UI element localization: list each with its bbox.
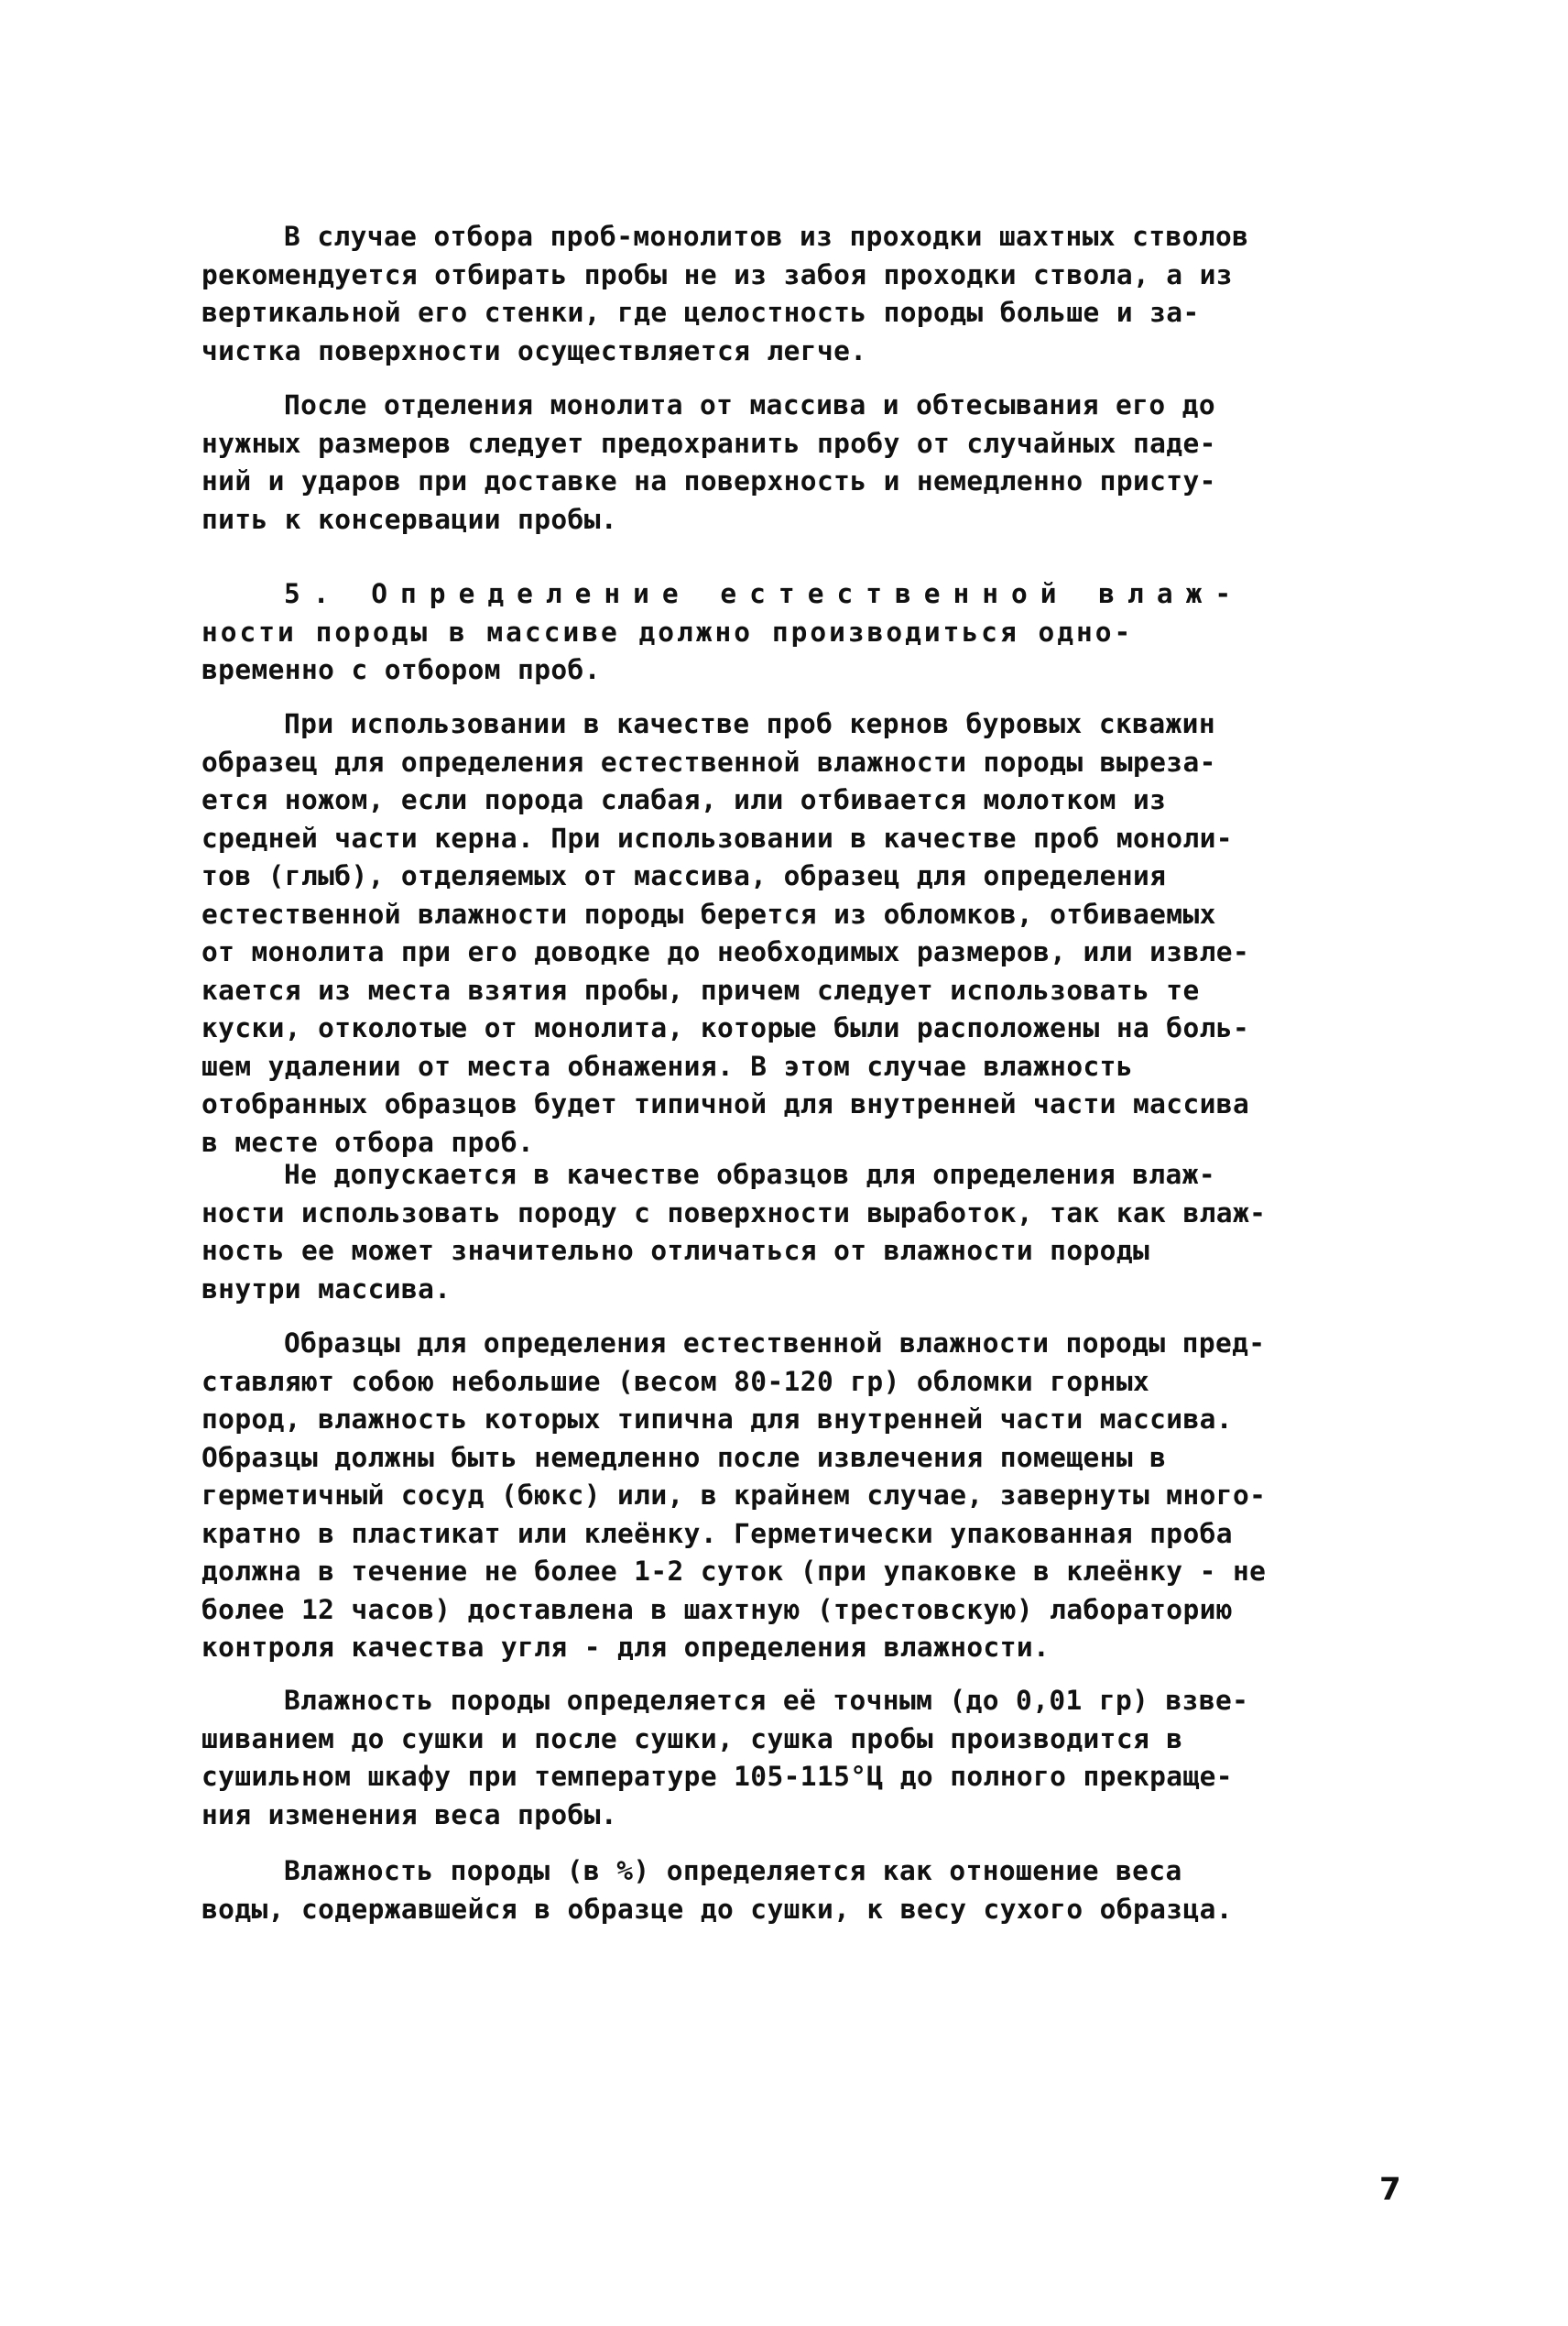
text-line: ний и ударов при доставке на поверхность и немедленно присту- xyxy=(201,465,1216,497)
text-line: Образцы должны быть немедленно после извлечения помещены в xyxy=(201,1441,1167,1473)
section-heading-line: 5. Определение естественной влаж- xyxy=(284,578,1245,609)
text-line: более 12 часов) доставлена в шахтную (трестовскую) лабораторию xyxy=(201,1593,1233,1625)
text-line: рекомендуется отбирать пробы не из забоя проходки ствола, а из xyxy=(201,258,1233,290)
text-line: воды, содержавшейся в образце до сушки, к весу сухого образца. xyxy=(201,1893,1233,1925)
text-line: ния изменения веса пробы. xyxy=(201,1798,618,1830)
text-line: ется ножом, если порода слабая, или отбивается молотком из xyxy=(201,784,1167,815)
paragraph-weighing-drying xyxy=(201,1682,1392,1834)
text-line: Влажность породы (в %) определяется как отношение веса xyxy=(284,1855,1182,1886)
text-line: в месте отбора проб. xyxy=(201,1126,535,1158)
text-line: При использовании в качестве проб кернов буровых скважин xyxy=(284,708,1215,739)
paragraph-monolith-protection xyxy=(201,387,1392,539)
text-line: должна в течение не более 1-2 суток (при упаковке в клеёнку - не xyxy=(201,1556,1267,1587)
text-line: тов (глыб), отделяемых от массива, образец для определения xyxy=(201,860,1167,891)
text-line: вертикальной его стенки, где целостность породы больше и за- xyxy=(201,297,1200,328)
text-line: кратно в пластикат или клеёнку. Герметически упакованная проба xyxy=(201,1517,1233,1549)
text-line: пород, влажность которых типична для внутренней части массива. xyxy=(201,1403,1233,1435)
text-line: контроля качества угля - для определения влажности. xyxy=(201,1632,1051,1663)
text-line: Образцы для определения естественной влажности породы пред- xyxy=(284,1327,1266,1359)
text-line: внутри массива. xyxy=(201,1272,452,1305)
text-line: сушильном шкафу при температуре 105-115°Ц до полного прекраще- xyxy=(201,1761,1233,1792)
text-line: образец для определения естественной влажности породы выреза- xyxy=(201,746,1216,778)
text-line: куски, отколотые от монолита, которые были расположены на боль- xyxy=(201,1012,1250,1043)
text-line: кается из места взятия пробы, причем следует использовать те xyxy=(201,974,1200,1006)
text-line: нужных размеров следует предохранить пробу от случайных паде- xyxy=(201,427,1216,459)
text-line: ности использовать породу с поверхности выработок, так как влаж- xyxy=(201,1196,1267,1229)
text-line: ставляют собою небольшие (весом 80-120 гр) обломки горных xyxy=(201,1365,1150,1397)
paragraph-surface-not-allowed xyxy=(201,1156,1392,1308)
text-line: временно с отбором проб. xyxy=(201,654,601,685)
paragraph-sample-description xyxy=(201,1325,1392,1667)
text-line: чистка поверхности осуществляется легче. xyxy=(201,334,867,366)
text-line: герметичный сосуд (бюкс) или, в крайнем случае, завернуты много- xyxy=(201,1480,1267,1511)
text-line: Влажность породы определяется её точным (до 0,01 гр) взве- xyxy=(284,1685,1249,1716)
text-line: После отделения монолита от массива и обтесывания его до xyxy=(284,389,1215,420)
text-line: от монолита при его доводке до необходимых размеров, или извле- xyxy=(201,936,1250,967)
paragraph-core-samples xyxy=(201,705,1392,1162)
text-line: В случае отбора проб-монолитов из проходки шахтных стволов xyxy=(284,221,1249,252)
paragraph-moisture-formula xyxy=(201,1852,1392,1928)
text-line: средней части керна. При использовании в качестве проб моноли- xyxy=(201,822,1233,854)
page-number: 7 xyxy=(1379,2171,1401,2208)
text-line: отобранных образцов будет типичной для внутренней части массива xyxy=(201,1088,1250,1119)
text-line: пить к консервации пробы. xyxy=(201,503,618,535)
text-line: шем удалении от места обнажения. В этом случае влажность xyxy=(201,1050,1133,1082)
text-line: ность ее может значительно отличаться от влажности породы xyxy=(201,1235,1150,1266)
text-line: шиванием до сушки и после сушки, сушка пробы производится в xyxy=(201,1722,1183,1754)
paragraph-monolith-sampling xyxy=(201,218,1392,370)
section-5-moisture-heading xyxy=(201,575,1392,690)
text-line: естественной влажности породы берется из обломков, отбиваемых xyxy=(201,898,1216,930)
text-line: Не допускается в качестве образцов для определения влаж- xyxy=(284,1159,1215,1190)
text-line: ности породы в массиве должно производиться одно- xyxy=(201,616,1134,648)
